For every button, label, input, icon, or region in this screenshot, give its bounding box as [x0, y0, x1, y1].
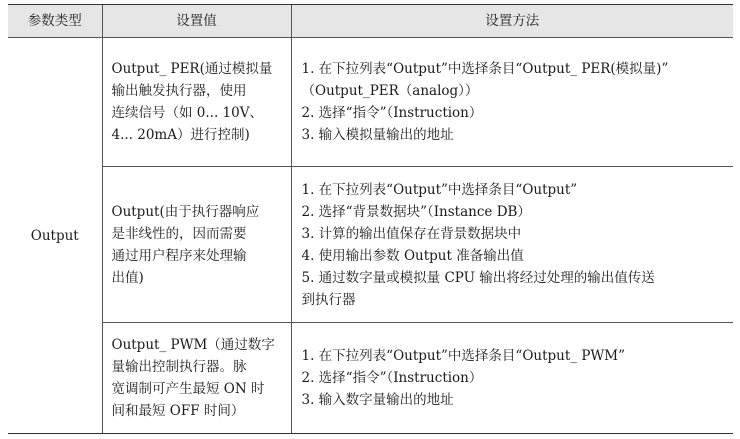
value-line: 间和最短 OFF 时间） — [111, 403, 245, 419]
setting-value-cell — [102, 38, 291, 167]
header-setting-method: 设置方法 — [291, 5, 733, 38]
value-line: 出值) — [111, 269, 144, 286]
header-setting-value: 设置值 — [102, 5, 291, 38]
value-line: 量输出控制执行器。脉 — [111, 359, 247, 375]
value-line: 输出触发执行器，使用 — [111, 83, 247, 99]
value-line: Output_ PER(通过模拟量 — [111, 61, 273, 77]
method-line: 2. 选择“背景数据块”（Instance DB） — [301, 203, 531, 220]
table-row — [8, 167, 733, 323]
value-line: Output(由于执行器响应 — [111, 203, 260, 220]
method-line: 2. 选择“指令”（Instruction） — [301, 105, 483, 121]
setting-method-cell — [291, 38, 733, 167]
table-header — [8, 5, 733, 38]
method-line: 1. 在下拉列表“Output”中选择条目“Output” — [301, 181, 578, 198]
method-line: 3. 计算的输出值保存在背景数据块中 — [301, 225, 522, 242]
setting-method-cell — [291, 323, 733, 434]
method-line: 5. 通过数字量或模拟量 CPU 输出将经过处理的输出值传送 — [301, 269, 655, 286]
value-line: 通过用户程序来处理输 — [111, 247, 247, 264]
table-row — [8, 323, 733, 434]
value-line: 是非线性的，因而需要 — [111, 225, 247, 242]
method-line: 4. 使用输出参数 Output 准备输出值 — [301, 247, 524, 264]
method-line: 到执行器 — [301, 291, 356, 308]
table-body — [8, 38, 733, 434]
value-line: 连续信号（如 0... 10V、 — [111, 105, 263, 121]
param-type-cell: Output — [8, 38, 102, 434]
value-line: 宽调制可产生最短 ON 时 — [111, 381, 265, 397]
setting-value-cell — [102, 167, 291, 323]
setting-method-cell — [291, 167, 733, 323]
value-line: Output_ PWM（通过数字 — [111, 337, 275, 353]
parameter-table — [8, 4, 733, 434]
method-line: 3. 输入模拟量输出的地址 — [301, 127, 454, 143]
table-row — [8, 38, 733, 167]
setting-value-cell — [102, 323, 291, 434]
header-param-type: 参数类型 — [8, 5, 102, 38]
value-line: 4... 20mA）进行控制) — [111, 127, 250, 143]
method-line: 3. 输入数字量输出的地址 — [301, 392, 454, 408]
method-line: 2. 选择“指令”（Instruction） — [301, 370, 483, 386]
method-line: （Output_PER（analog）） — [301, 83, 479, 99]
method-line: 1. 在下拉列表“Output”中选择条目“Output_ PER(模拟量)” — [301, 61, 669, 77]
header-row — [8, 5, 733, 38]
method-line: 1. 在下拉列表“Output”中选择条目“Output_ PWM” — [301, 348, 625, 364]
